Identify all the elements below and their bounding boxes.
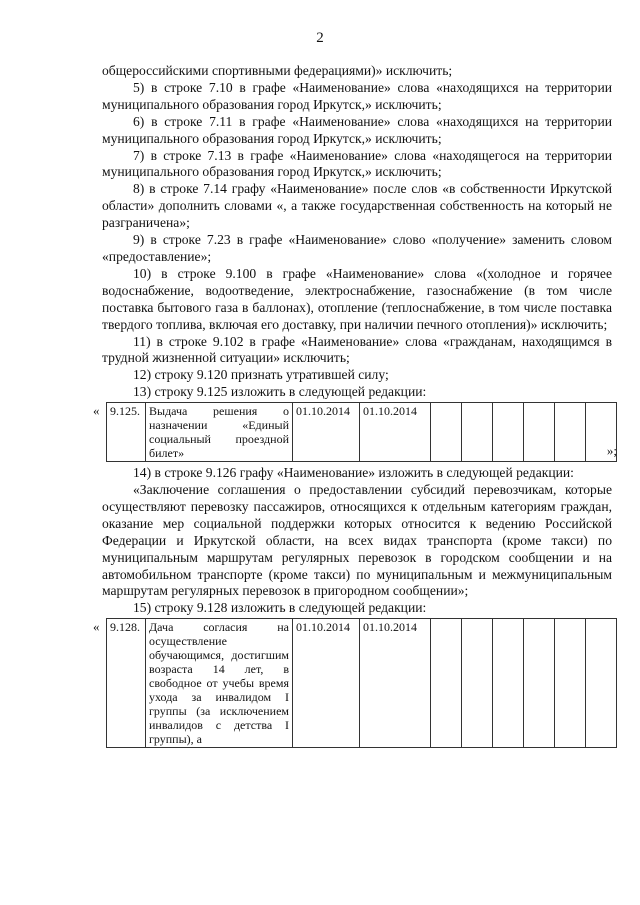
paragraph: 15) строку 9.128 изложить в следующей редакции: bbox=[133, 600, 427, 616]
date-cell: 01.10.2014 bbox=[293, 619, 360, 748]
empty-cell bbox=[462, 403, 493, 462]
open-quote: « bbox=[93, 403, 100, 419]
empty-cell bbox=[555, 403, 586, 462]
close-quote: »; bbox=[606, 443, 617, 459]
paragraph: 5) в строке 7.10 в графе «Наименование» слова «находящихся на территории муниципального образования город Иркутск,» исключить; bbox=[102, 79, 612, 112]
paragraph: 7) в строке 7.13 в графе «Наименование» слова «находящегося на территории муниципального образования город Иркутск,» исключить; bbox=[102, 147, 612, 180]
paragraph: 14) в строке 9.126 графу «Наименование» изложить в следующей редакции: bbox=[133, 465, 574, 481]
open-quote: « bbox=[93, 619, 100, 635]
row-number: 9.128. bbox=[107, 619, 146, 748]
table-row bbox=[107, 619, 617, 748]
date-cell: 01.10.2014 bbox=[293, 403, 360, 462]
document-body bbox=[93, 63, 617, 748]
paragraph: 6) в строке 7.11 в графе «Наименование» слова «находящихся на территории муниципального образования город Иркутск,» исключить; bbox=[102, 113, 612, 146]
service-name: Дача согласия на осуществление обучающимся, достигшим возраста 14 лет, в свободное от учебы время ухода за инвалидом I группы (за исключением инвалидов с детства I группы), а bbox=[146, 619, 293, 748]
row-number: 9.125. bbox=[107, 403, 146, 462]
paragraph: 8) в строке 7.14 графу «Наименование» после слов «в собственности Иркутской области» дополнить словами «, а также государственная собственность на который не разграничена»; bbox=[102, 181, 612, 231]
paragraph: 11) в строке 9.102 в графе «Наименование» слова «гражданам, находящимся в трудной жизненной ситуации» исключить; bbox=[102, 333, 612, 366]
empty-cell bbox=[493, 403, 524, 462]
empty-cell bbox=[431, 619, 462, 748]
service-name: Выдача решения о назначении «Единый социальный проездной билет» bbox=[146, 403, 293, 462]
paragraph: 9) в строке 7.23 в графе «Наименование» слово «получение» заменить словом «предоставление»; bbox=[102, 232, 612, 264]
table-row-9-128 bbox=[93, 618, 612, 748]
table-row bbox=[107, 403, 617, 462]
services-table bbox=[106, 618, 617, 748]
date-cell: 01.10.2014 bbox=[360, 403, 431, 462]
empty-cell bbox=[524, 403, 555, 462]
empty-cell bbox=[493, 619, 524, 748]
empty-cell bbox=[555, 619, 586, 748]
date-cell: 01.10.2014 bbox=[360, 619, 431, 748]
empty-cell bbox=[431, 403, 462, 462]
paragraph: 13) строку 9.125 изложить в следующей редакции: bbox=[133, 384, 427, 400]
services-table bbox=[106, 402, 617, 462]
empty-cell bbox=[524, 619, 555, 748]
page-number: 2 bbox=[316, 30, 324, 46]
paragraph: 10) в строке 9.100 в графе «Наименование» слова «(холодное и горячее водоснабжение, водоотведение, электроснабжение, газоснабжение (в том числе поставка бытового газа в баллонах), отопление (теплоснабжение, в том числе поставка твердого топлива, включая его доставку, при наличии печного отопления)» исключить; bbox=[102, 265, 612, 332]
table-row-9-125 bbox=[93, 402, 617, 462]
empty-cell bbox=[586, 619, 617, 748]
paragraph: общероссийскими спортивными федерациями)» исключить; bbox=[102, 63, 453, 78]
paragraph: «Заключение соглашения о предоставлении субсидий перевозчикам, которые осуществляют перевозку пассажиров, относящихся к отдельным категориям граждан, оказание мер социальной поддержки которых относится к ведению Российской Федерации и Иркутской области, на всех видах транспорта (кроме такси) по муниципальным маршрутам регулярных перевозок в городском сообщении и на автомобильном транспорте (кроме такси) по муниципальным и межмуниципальным маршрутам регулярных перевозок в пригородном сообщении»; bbox=[102, 482, 612, 599]
paragraph: 12) строку 9.120 признать утратившей силу; bbox=[133, 367, 389, 383]
empty-cell bbox=[462, 619, 493, 748]
